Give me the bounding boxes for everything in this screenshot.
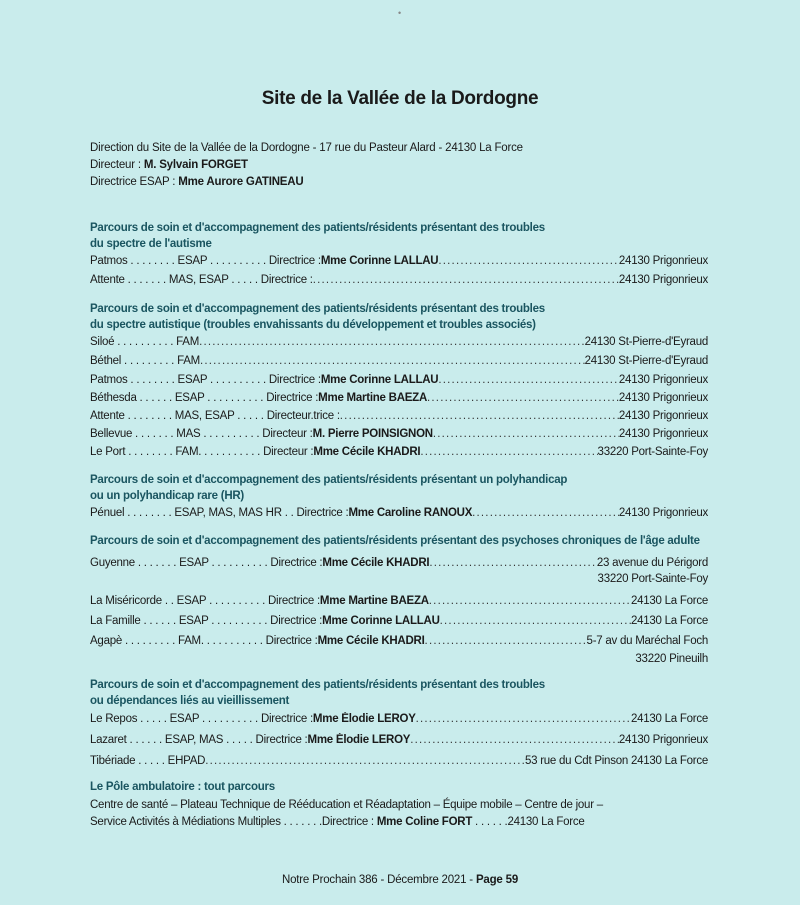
decorative-mark: • [398,8,402,18]
ambulatoire-block: Centre de santé – Plateau Technique de Rééducation et Réadaptation – Équipe mobile – Centre de jour – Service Activités à Médiations Multiples . . . . . . .Directrice : Mme Coline FORT . . . . . .24130 La Force [90,799,603,828]
list-item: Béthel . . . . . . . . . FAM ..... 24130 St-Pierre-d'Eyraud [90,354,708,369]
list-item: Siloé . . . . . . . . . . FAM ..... 24130 St-Pierre-d'Eyraud [90,335,708,350]
list-item: Agapè . . . . . . . . . FAM. . . . . . . . . . . Directrice : Mme Cécile KHADRI ..... 5-7 av du Maréchal Foch [90,634,708,649]
list-item: Pénuel . . . . . . . . ESAP, MAS, MAS HR . . Directrice : Mme Caroline RANOUX ..... 24130 Prigonrieux [90,506,708,521]
section-title: Le Pôle ambulatoire : tout parcours [90,781,275,793]
list-item-address: 33220 Pineuilh [635,653,708,665]
section-title: Parcours de soin et d'accompagnement des patients/résidents présentant des troubles du spectre autistique (troubles envahissants du développement et troubles associés) [90,303,545,331]
section-title: Parcours de soin et d'accompagnement des patients/résidents présentant des psychoses chroniques de l'âge adulte [90,535,700,547]
intro-esap-director: Directrice ESAP : Mme Aurore GATINEAU [90,176,304,188]
page-number: Page 59 [475,874,519,886]
list-item: Attente . . . . . . . MAS, ESAP . . . . . Directrice : ..... 24130 Prigonrieux [90,273,708,288]
page-title: Site de la Vallée de la Dordogne [261,88,539,109]
intro-address: Direction du Site de la Vallée de la Dordogne - 17 rue du Pasteur Alard - 24130 La Force [90,142,523,154]
list-item-address: 33220 Port-Sainte-Foy [597,573,708,585]
list-item: Tibériade . . . . . EHPAD ..... 53 rue du Cdt Pinson 24130 La Force [90,754,708,769]
list-item: Bellevue . . . . . . . MAS . . . . . . . . . . Directeur : M. Pierre POINSIGNON ..... 24130 Prigonrieux [90,427,708,442]
section-title: Parcours de soin et d'accompagnement des patients/résidents présentant un polyhandicap ou un polyhandicap rare (HR) [90,474,568,502]
list-item: La Miséricorde . . ESAP . . . . . . . . . . Directrice : Mme Martine BAEZA ..... 24130 La Force [90,594,708,609]
list-item: Le Port . . . . . . . . FAM. . . . . . . . . . . Directeur : Mme Cécile KHADRI ..... 33220 Port-Sainte-Foy [90,445,708,460]
list-item: Patmos . . . . . . . . ESAP . . . . . . . . . . Directrice : Mme Corinne LALLAU ..... 24130 Prigonrieux [90,373,708,388]
list-item: Lazaret . . . . . . ESAP, MAS . . . . . Directrice : Mme Élodie LEROY ..... 24130 Prigonrieux [90,733,708,748]
list-item: Patmos . . . . . . . . ESAP . . . . . . . . . . Directrice : Mme Corinne LALLAU ..... 24130 Prigonrieux [90,254,708,269]
list-item: La Famille . . . . . . ESAP . . . . . . . . . . Directrice : Mme Corinne LALLAU ..... 24130 La Force [90,614,708,629]
list-item: Attente . . . . . . . . MAS, ESAP . . . . . Directeur.trice : ..... 24130 Prigonrieux [90,409,708,424]
intro-block [90,140,523,191]
list-item: Guyenne . . . . . . . ESAP . . . . . . . . . . Directrice : Mme Cécile KHADRI ..... 23 avenue du Périgord [90,556,708,571]
intro-director: Directeur : M. Sylvain FORGET [90,159,248,171]
list-item: Béthesda . . . . . . ESAP . . . . . . . . . . Directrice : Mme Martine BAEZA ..... 24130 Prigonrieux [90,391,708,406]
section-title: Parcours de soin et d'accompagnement des patients/résidents présentant des troubles du spectre de l'autisme [90,222,545,250]
list-item: Le Repos . . . . . ESAP . . . . . . . . . . Directrice : Mme Élodie LEROY ..... 24130 La Force [90,712,708,727]
section-title: Parcours de soin et d'accompagnement des patients/résidents présentant des troubles ou dépendances liés au vieillissement [90,679,545,707]
page-footer: Notre Prochain 386 - Décembre 2021 - Page 59 [281,874,519,886]
